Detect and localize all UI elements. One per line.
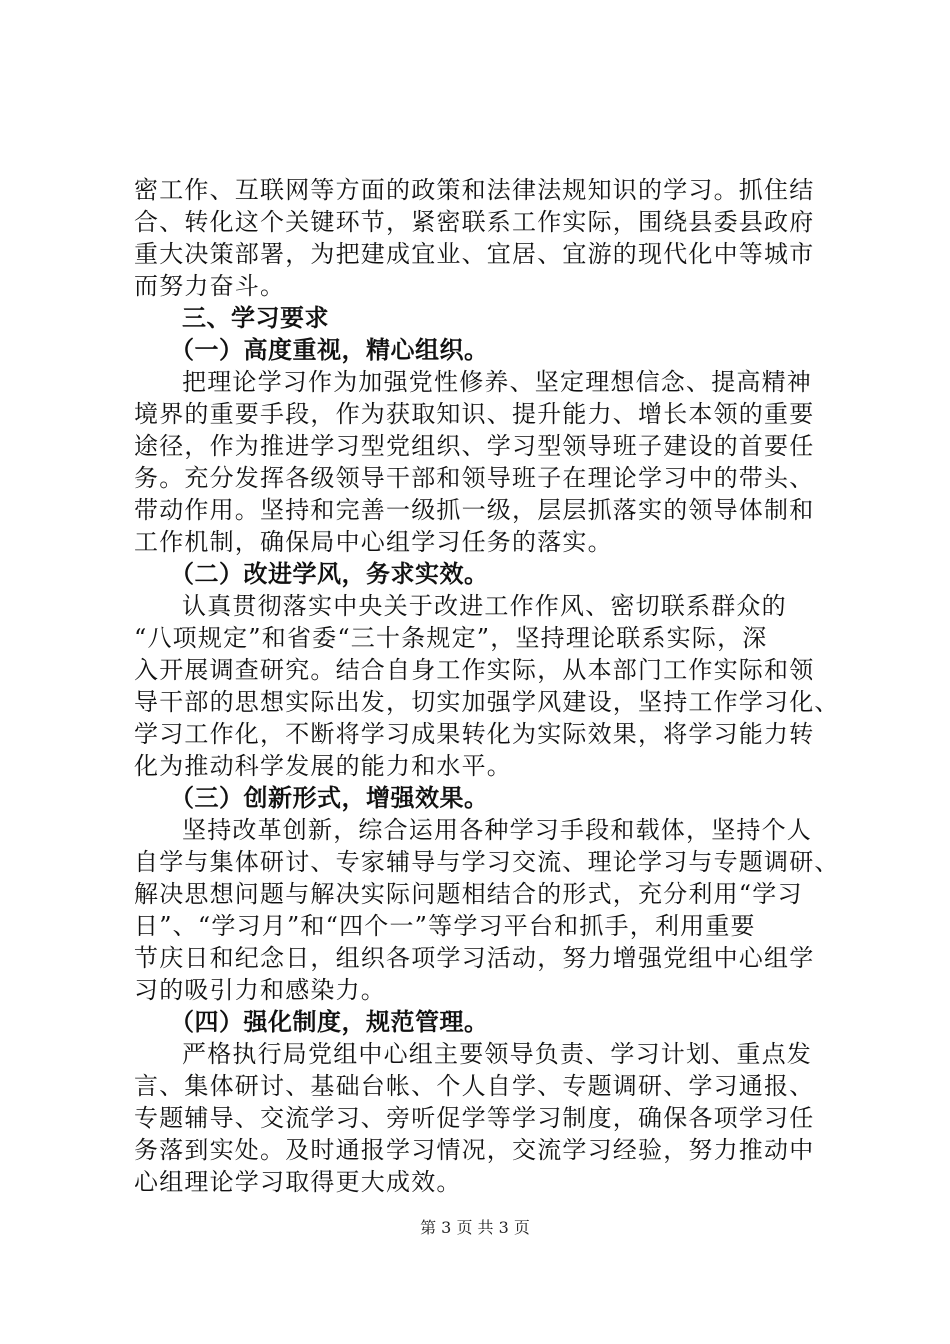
body-text-line: 合、转化这个关键环节，紧密联系工作实际，围绕县委县政府 (134, 208, 815, 236)
body-text-line: 工作机制，确保局中心组学习任务的落实。 (134, 528, 613, 556)
body-text-line: 专题辅导、交流学习、旁听促学等学习制度，确保各项学习任 (134, 1104, 815, 1132)
subsection-heading: （三）创新形式，增强效果。 (170, 784, 489, 812)
section-heading: 三、学习要求 (182, 304, 329, 332)
body-text-line: 节庆日和纪念日，组织各项学习活动，努力增强党组中心组学 (134, 944, 815, 972)
subsection-heading: （一）高度重视，精心组织。 (170, 336, 489, 364)
page-number-footer: 第 3 页 共 3 页 (420, 1218, 530, 1237)
body-text-line: 认真贯彻落实中央关于改进工作作风、密切联系群众的 (182, 592, 787, 620)
body-text-line: 自学与集体研讨、专家辅导与学习交流、理论学习与专题调研、 (134, 848, 840, 876)
body-text-line: 入开展调查研究。结合自身工作实际，从本部门工作实际和领 (134, 656, 815, 684)
body-text-line: 解决思想问题与解决实际问题相结合的形式，充分利用“学习 (134, 880, 803, 908)
body-text-line: 习的吸引力和感染力。 (134, 976, 386, 1004)
body-text-line: 化为推动科学发展的能力和水平。 (134, 752, 512, 780)
body-text-line: 密工作、互联网等方面的政策和法律法规知识的学习。抓住结 (134, 176, 815, 204)
body-text-line: 途径，作为推进学习型党组织、学习型领导班子建设的首要任 (134, 432, 815, 460)
body-text-line: 务落到实处。及时通报学习情况，交流学习经验，努力推动中 (134, 1136, 815, 1164)
body-text-line: 重大决策部署，为把建成宜业、宜居、宜游的现代化中等城市 (134, 240, 815, 268)
body-text-line: 日”、“学习月”和“四个一”等学习平台和抓手，利用重要 (134, 912, 756, 940)
body-text-line: 而努力奋斗。 (134, 272, 286, 300)
body-text-line: 把理论学习作为加强党性修养、坚定理想信念、提高精神 (182, 368, 812, 396)
body-text-line: 境界的重要手段，作为获取知识、提升能力、增长本领的重要 (134, 400, 815, 428)
body-text-line: “八项规定”和省委“三十条规定”，坚持理论联系实际，深 (134, 624, 768, 652)
body-text-line: 心组理论学习取得更大成效。 (134, 1168, 462, 1196)
body-text-line: 导干部的思想实际出发，切实加强学风建设，坚持工作学习化、 (134, 688, 840, 716)
body-text-line: 严格执行局党组中心组主要领导负责、学习计划、重点发 (182, 1040, 812, 1068)
body-text-line: 言、集体研讨、基础台帐、个人自学、专题调研、学习通报、 (134, 1072, 815, 1100)
subsection-heading: （二）改进学风，务求实效。 (170, 560, 489, 588)
body-text-line: 学习工作化，不断将学习成果转化为实际效果，将学习能力转 (134, 720, 815, 748)
subsection-heading: （四）强化制度，规范管理。 (170, 1008, 489, 1036)
body-text-line: 务。充分发挥各级领导干部和领导班子在理论学习中的带头、 (134, 464, 815, 492)
body-text-line: 坚持改革创新，综合运用各种学习手段和载体，坚持个人 (182, 816, 812, 844)
body-text-line: 带动作用。坚持和完善一级抓一级，层层抓落实的领导体制和 (134, 496, 815, 524)
